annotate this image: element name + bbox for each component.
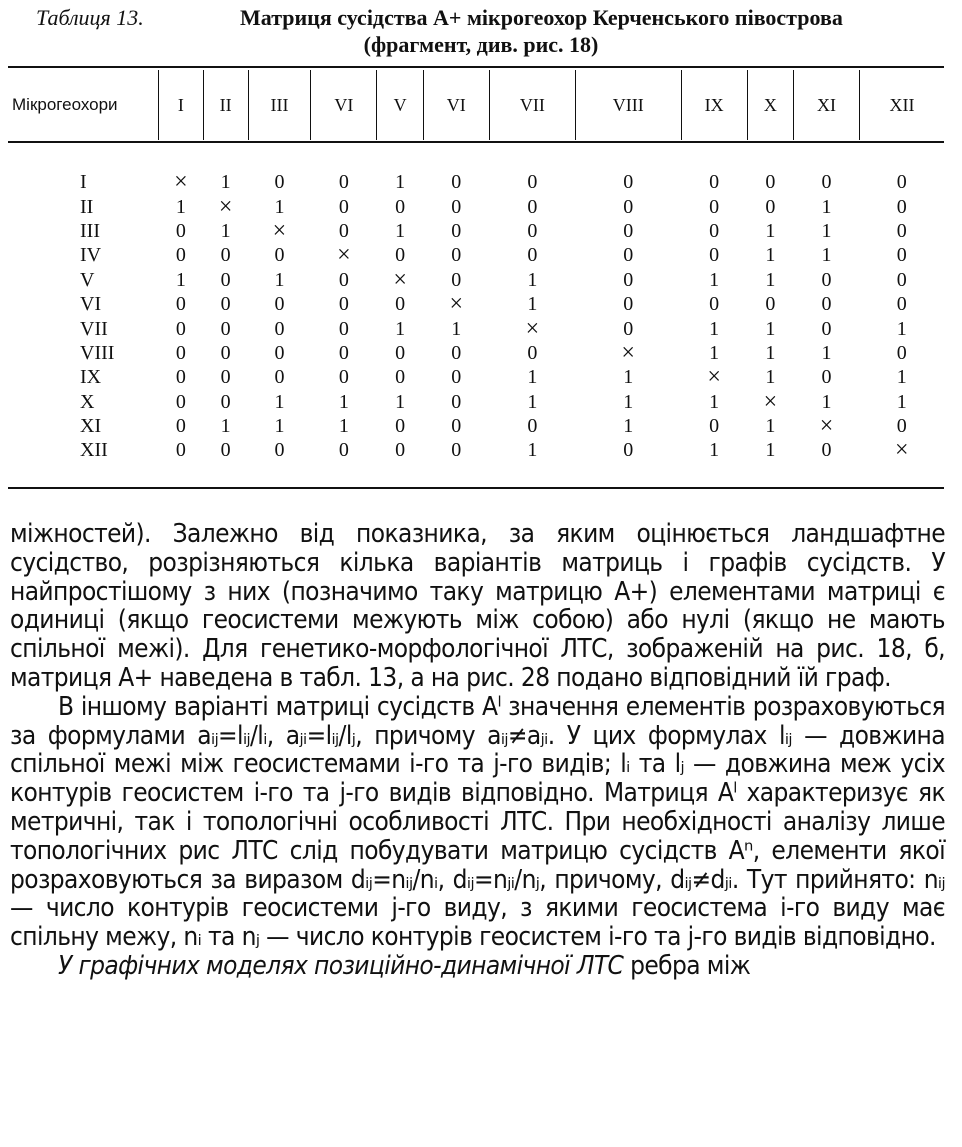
table-cell: 0: [338, 341, 349, 364]
table-cell: 0: [765, 293, 776, 316]
row-label: VI: [80, 293, 102, 316]
diagonal-cell: ×: [819, 413, 834, 440]
column-header: X: [747, 70, 793, 140]
table-cell: 1: [709, 268, 720, 291]
adjacency-matrix-table: [8, 70, 944, 463]
table-cell: 1: [274, 195, 285, 218]
diagonal-cell: ×: [449, 291, 464, 318]
table-cell: 0: [821, 171, 832, 194]
table-cell: 1: [338, 390, 349, 413]
table-cell: 1: [527, 439, 538, 462]
table-cell: 0: [896, 195, 907, 218]
row-label: X: [80, 390, 95, 413]
table-cell: 1: [709, 390, 720, 413]
table-cell: 1: [395, 390, 406, 413]
table-row: [8, 438, 944, 462]
table-cell: 0: [220, 244, 231, 267]
table-cell: 1: [623, 415, 634, 438]
table-cell: 0: [709, 244, 720, 267]
table-cell: 0: [821, 439, 832, 462]
table-cell: 0: [451, 341, 462, 364]
paragraph-2: В іншому варіанті матриці сусідств Aˡ значення елементів розраховуються за формулами aᵢⱼ=lᵢⱼ/lᵢ, aⱼᵢ=lᵢⱼ/lⱼ, причому aᵢⱼ≠aⱼᵢ. У цих формулах lᵢⱼ — довжина спільної межі між геосистемами i-го та j-го видів; lᵢ та lⱼ — довжина меж усіх контурів геосистем i-го та j-го видів відповідно. Матриця Aˡ характеризує як метричні, так і топологічні особливості ЛТС. При необхідності аналізу лише топологічних рис ЛТС слід побудувати матрицю сусідств Aⁿ, елементи якої розраховуються за виразом dᵢⱼ=nᵢⱼ/nᵢ, dᵢⱼ=nⱼᵢ/nⱼ, причому, dᵢⱼ≠dⱼᵢ. Тут прийнято: nᵢⱼ — число контурів геосистеми j-го виду, з якими геосистема i-го виду має спільну межу, nᵢ та nⱼ — число контурів геосистем i-го та j-го видів відповідно.: [10, 691, 945, 953]
table-cell: 1: [821, 219, 832, 242]
caption-label: Таблиця 13.: [36, 5, 144, 30]
table-cell: 0: [451, 415, 462, 438]
table-row: [8, 194, 944, 218]
table-cell: 0: [338, 268, 349, 291]
table-cell: 0: [175, 317, 186, 340]
column-header: VII: [489, 70, 575, 140]
table-cell: 1: [527, 268, 538, 291]
table-cell: 0: [395, 415, 406, 438]
table-cell: 0: [451, 219, 462, 242]
table-cell: 1: [527, 293, 538, 316]
diagonal-cell: ×: [272, 217, 287, 244]
table-row: [8, 390, 944, 414]
table-cell: 0: [395, 244, 406, 267]
table-cell: 0: [338, 195, 349, 218]
table-cell: 0: [451, 439, 462, 462]
table-cell: 0: [220, 390, 231, 413]
table-cell: 1: [395, 317, 406, 340]
table-cell: 0: [896, 171, 907, 194]
table-cell: 0: [527, 415, 538, 438]
table-cell: 1: [395, 171, 406, 194]
table-cell: 1: [765, 439, 776, 462]
table-cell: 0: [175, 341, 186, 364]
table-cell: 0: [623, 317, 634, 340]
table-cell: 0: [896, 244, 907, 267]
caption-subtitle: (фрагмент, див. рис. 18): [363, 32, 599, 57]
table-cell: 0: [623, 268, 634, 291]
table-row: [8, 316, 944, 340]
table-row: [8, 414, 944, 438]
table-cell: 1: [175, 195, 186, 218]
table-cell: 1: [765, 268, 776, 291]
table-caption: [0, 4, 962, 58]
table-cell: 0: [274, 171, 285, 194]
table-cell: 0: [623, 219, 634, 242]
column-header: XI: [793, 70, 859, 140]
table-cell: 0: [623, 293, 634, 316]
table-cell: 1: [623, 366, 634, 389]
table-cell: 0: [765, 171, 776, 194]
table-cell: 0: [175, 219, 186, 242]
table-cell: 0: [175, 366, 186, 389]
table-cell: 0: [274, 244, 285, 267]
table-cell: 0: [709, 219, 720, 242]
table-cell: 0: [623, 439, 634, 462]
table-cell: 0: [175, 390, 186, 413]
table-cell: 0: [395, 341, 406, 364]
diagonal-cell: ×: [337, 242, 351, 269]
table-cell: 0: [623, 244, 634, 267]
table-cell: 0: [274, 439, 285, 462]
table-cell: 0: [395, 293, 406, 316]
table-cell: 0: [451, 268, 462, 291]
table-cell: 1: [274, 415, 285, 438]
table-cell: 1: [821, 244, 832, 267]
paragraph-3-italic: У графічних моделях позиційно-динамічної ЛТС: [58, 950, 624, 981]
table-cell: 0: [451, 366, 462, 389]
table-cell: 0: [175, 415, 186, 438]
table-cell: 0: [175, 439, 186, 462]
table-cell: 1: [527, 366, 538, 389]
table-cell: 1: [527, 390, 538, 413]
table-cell: 0: [451, 244, 462, 267]
table-cell: 0: [451, 390, 462, 413]
header-rule: [8, 141, 944, 143]
table-cell: 0: [527, 341, 538, 364]
column-header: VI: [423, 70, 489, 140]
diagonal-cell: ×: [525, 315, 540, 342]
table-cell: 1: [274, 390, 285, 413]
table-cell: 0: [896, 268, 907, 291]
table-cell: 0: [274, 341, 285, 364]
table-cell: 0: [765, 195, 776, 218]
table-cell: 1: [821, 195, 832, 218]
table-cell: 0: [709, 415, 720, 438]
table-cell: 1: [220, 171, 231, 194]
table-cell: 1: [896, 390, 907, 413]
table-cell: 0: [896, 293, 907, 316]
column-header: I: [159, 70, 204, 140]
table-cell: 1: [765, 415, 776, 438]
table-cell: 0: [274, 293, 285, 316]
diagonal-cell: ×: [218, 193, 233, 220]
table-cell: 0: [527, 219, 538, 242]
row-label: IX: [80, 366, 102, 389]
table-cell: 0: [338, 366, 349, 389]
table-cell: 0: [220, 293, 231, 316]
paragraph-1: міжностей). Залежно від показника, за яким оцінюється ландшафтне сусідство, розрізняються кілька варіантів матриць і графів сусідств. У найпростішому з них (позначимо таку матрицю A+) елементами матриці є одиниці (якщо геосистеми межують між собою) або нулі (якщо не мають спільної межі). Для генетико-морфологічної ЛТС, зображеній на рис. 18, б, матриця A+ наведена в табл. 13, а на рис. 28 подано відповідний їй граф.: [10, 519, 945, 693]
table-cell: 0: [395, 195, 406, 218]
table-cell: 1: [338, 415, 349, 438]
table-cell: 1: [765, 341, 776, 364]
table-cell: 0: [338, 293, 349, 316]
spacer-row: [8, 140, 944, 170]
body-text: [10, 520, 945, 981]
table-cell: 0: [451, 171, 462, 194]
table-cell: 1: [623, 390, 634, 413]
paragraph-3-rest: ребра між: [623, 950, 751, 981]
diagonal-cell: ×: [763, 388, 778, 415]
row-label: XI: [80, 415, 102, 438]
table-cell: 0: [709, 293, 720, 316]
table-cell: 0: [220, 341, 231, 364]
table-cell: 1: [175, 268, 186, 291]
table-cell: 0: [821, 317, 832, 340]
table-row: [8, 243, 944, 267]
table-row: [8, 341, 944, 365]
diagonal-cell: ×: [393, 266, 407, 293]
column-header: VI: [311, 70, 377, 140]
column-header: III: [248, 70, 311, 140]
row-label: III: [80, 219, 100, 242]
table-cell: 0: [896, 219, 907, 242]
table-row: [8, 170, 944, 194]
table-cell: 0: [821, 293, 832, 316]
row-label: V: [80, 268, 95, 291]
table-cell: 1: [220, 415, 231, 438]
table-cell: 1: [896, 366, 907, 389]
table-cell: 0: [527, 244, 538, 267]
diagonal-cell: ×: [707, 364, 721, 391]
column-header: VIII: [575, 70, 681, 140]
table-cell: 0: [527, 171, 538, 194]
column-header: IX: [681, 70, 747, 140]
table-cell: 1: [709, 317, 720, 340]
table-cell: 0: [338, 219, 349, 242]
table-cell: 1: [709, 439, 720, 462]
diagonal-cell: ×: [895, 437, 909, 464]
table-cell: 0: [175, 244, 186, 267]
table-cell: 0: [338, 317, 349, 340]
column-header: II: [203, 70, 248, 140]
row-label: I: [80, 171, 87, 194]
table-cell: 0: [274, 317, 285, 340]
table-cell: 0: [527, 195, 538, 218]
table-cell: 0: [220, 366, 231, 389]
row-label: VII: [80, 317, 108, 340]
diagonal-cell: ×: [174, 169, 188, 196]
column-header: XII: [860, 70, 944, 140]
table-cell: 0: [821, 268, 832, 291]
paragraph-3: [10, 952, 945, 981]
table-cell: 1: [896, 317, 907, 340]
table-cell: 0: [338, 171, 349, 194]
table-cell: 0: [220, 439, 231, 462]
table-cell: 0: [220, 268, 231, 291]
table-cell: 0: [709, 171, 720, 194]
spacer-cell: [8, 140, 944, 170]
table-cell: 1: [821, 390, 832, 413]
table-cell: 1: [765, 219, 776, 242]
header-microgeochores: Мікрогеохори: [12, 95, 118, 114]
table-cell: 1: [765, 317, 776, 340]
table-cell: 1: [709, 341, 720, 364]
row-label: IV: [80, 244, 102, 267]
table-cell: 1: [220, 219, 231, 242]
table-cell: 0: [623, 195, 634, 218]
table-cell: 0: [896, 415, 907, 438]
table-cell: 1: [765, 244, 776, 267]
table-cell: 0: [338, 439, 349, 462]
caption-title: Матриця сусідства А+ мікрогеохор Керченського півострова: [240, 5, 843, 30]
top-rule: [8, 66, 944, 68]
table-row: [8, 292, 944, 316]
table-cell: 0: [709, 195, 720, 218]
column-header: V: [377, 70, 423, 140]
row-label: II: [80, 195, 94, 218]
table-cell: 1: [451, 317, 462, 340]
table-row: [8, 219, 944, 243]
bottom-rule: [8, 487, 944, 489]
table-row: [8, 268, 944, 292]
table-cell: 0: [451, 195, 462, 218]
table-cell: 0: [821, 366, 832, 389]
table-cell: 1: [821, 341, 832, 364]
table-cell: 0: [220, 317, 231, 340]
table-cell: 0: [896, 341, 907, 364]
table-cell: 0: [274, 366, 285, 389]
table-cell: 1: [765, 366, 776, 389]
table-cell: 0: [395, 439, 406, 462]
row-label: XII: [80, 439, 108, 462]
table-row: [8, 365, 944, 389]
table-cell: 0: [175, 293, 186, 316]
row-label: VIII: [80, 341, 115, 364]
table-cell: 0: [395, 366, 406, 389]
table-cell: 0: [623, 171, 634, 194]
header-row: [8, 70, 944, 140]
table-cell: 1: [274, 268, 285, 291]
diagonal-cell: ×: [621, 339, 635, 366]
table-cell: 1: [395, 219, 406, 242]
